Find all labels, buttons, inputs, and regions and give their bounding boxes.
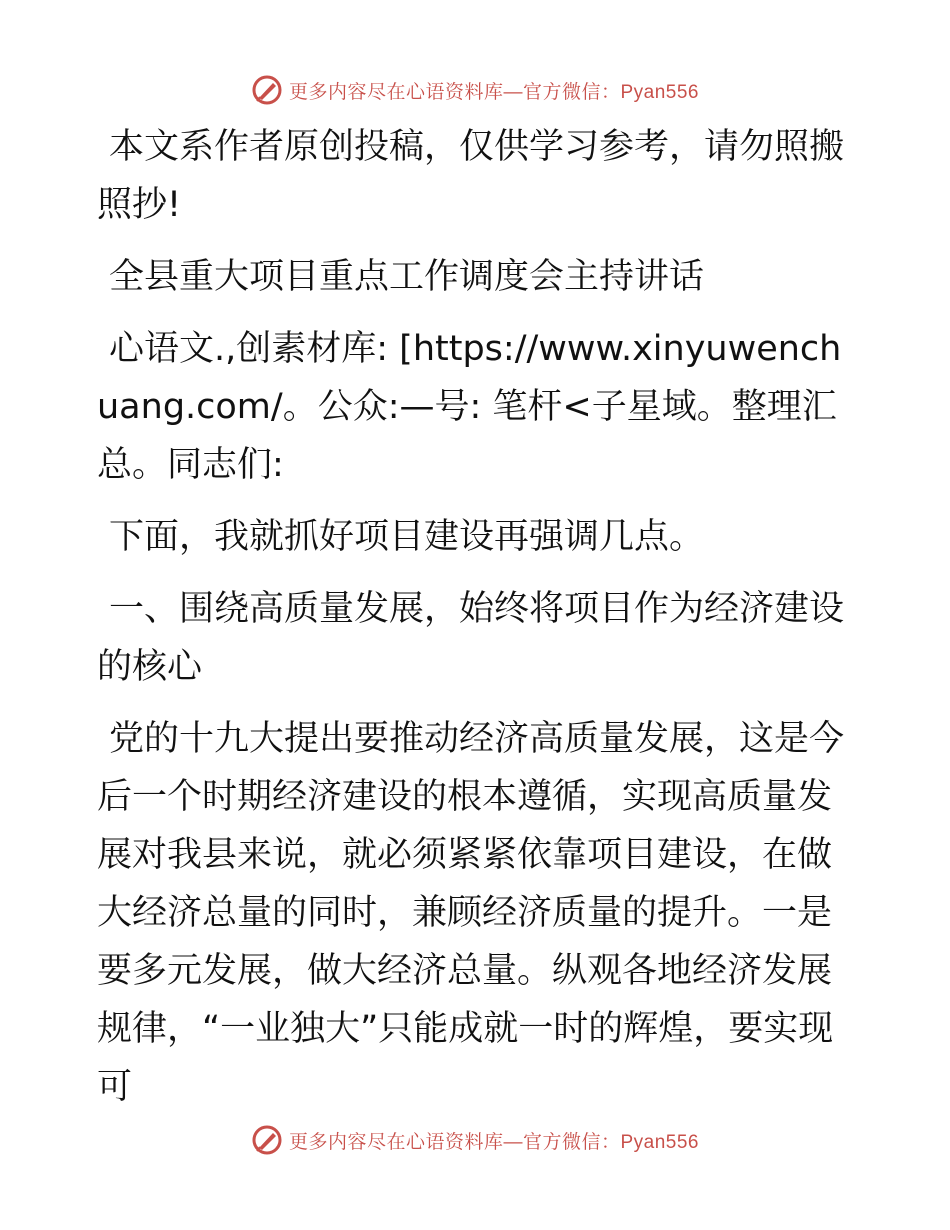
header-watermark-banner	[0, 70, 950, 110]
body-paragraph: 党的十九大提出要推动经济高质量发展，这是今后一个时期经济建设的根本遵循，实现高质量发展对我县来说，就必须紧紧依靠项目建设，在做大经济总量的同时，兼顾经济质量的提升。一是要多元发展，做大经济总量。纵观各地经济发展规律，“一业独大”只能成就一时的辉煌，要实现可	[97, 719, 845, 1107]
quill-pen-icon	[251, 1124, 283, 1156]
copyright-notice: 本文系作者原创投稿，仅供学习参考，请勿照搬照抄!	[97, 127, 845, 225]
document-title: 全县重大项目重点工作调度会主持讲话	[109, 257, 705, 297]
section-heading-1: 一、围绕高质量发展，始终将项目作为经济建设的核心	[97, 589, 845, 687]
intro-paragraph: 下面，我就抓好项目建设再强调几点。	[109, 517, 705, 557]
source-notice: 心语文.,创素材库: [https://www.xinyuwenchuang.com/。公众:—号: 笔杆<子星域。整理汇总。同志们:	[97, 329, 842, 485]
footer-watermark-banner	[0, 1120, 950, 1160]
document-body	[97, 118, 852, 1130]
watermark-text: 更多内容尽在心语资料库—官方微信：Pyan556	[288, 81, 699, 103]
watermark-text: 更多内容尽在心语资料库—官方微信：Pyan556	[288, 1131, 699, 1153]
quill-pen-icon	[251, 74, 283, 106]
